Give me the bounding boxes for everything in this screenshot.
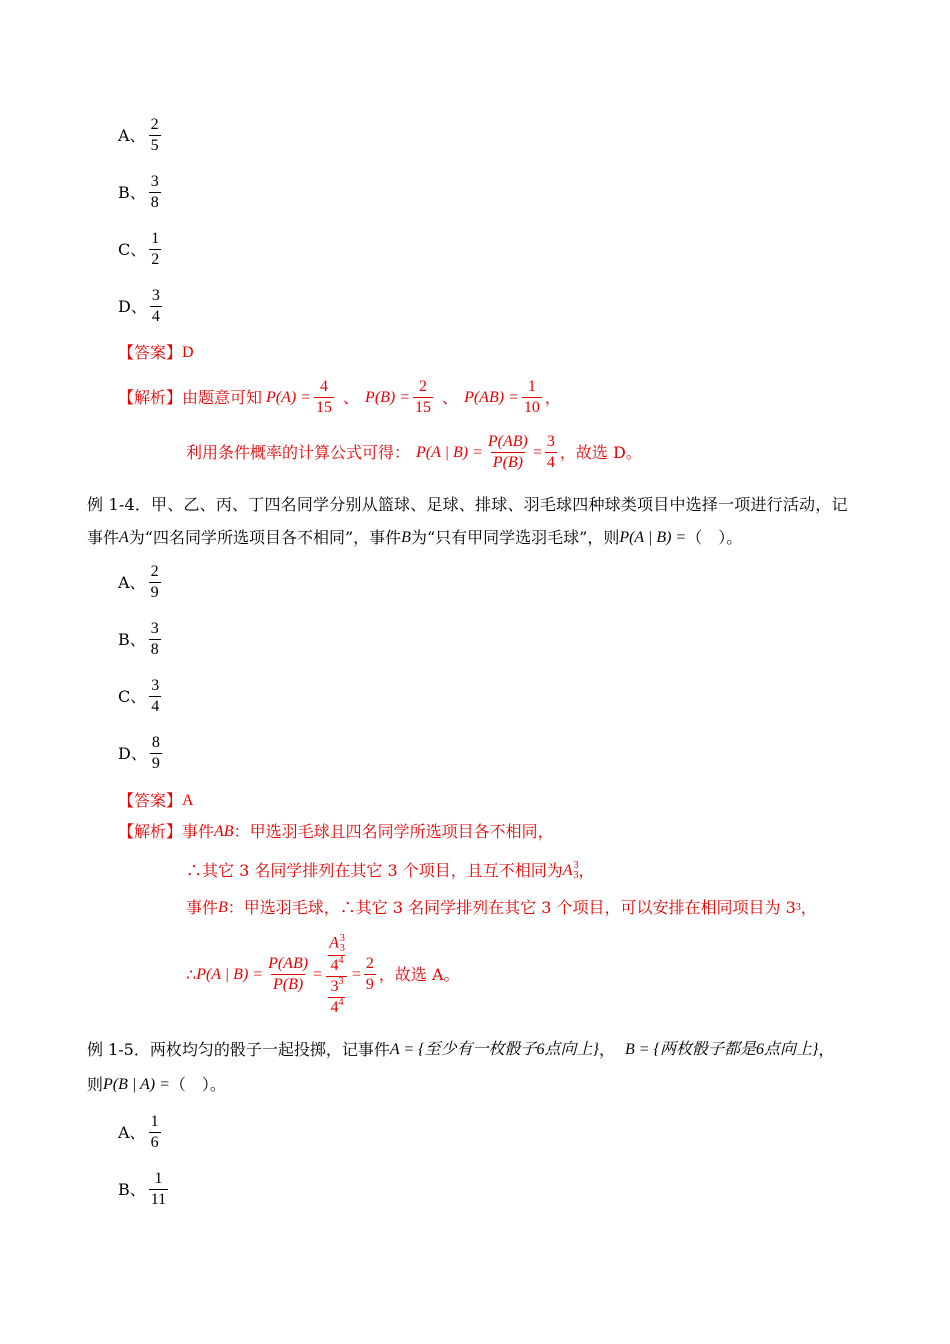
fraction-numerator: 1 (154, 1170, 163, 1187)
answer-tag: 【答案】 (118, 791, 183, 810)
superscript: 3 (339, 933, 345, 944)
fraction-denominator: 4 (546, 453, 555, 471)
conditional-expression: P(A | B) = (196, 966, 264, 984)
fraction-denominator: 10 (523, 398, 540, 416)
conditional-expression: P(A | B) = (416, 443, 483, 461)
option-fraction (150, 735, 162, 773)
ex14-option-a (118, 564, 164, 602)
fraction-numerator: 2 (150, 563, 159, 580)
answer-value: A (182, 792, 194, 809)
fraction-denominator: 11 (150, 1190, 167, 1208)
fraction-denominator: P(B) (272, 976, 304, 994)
conclusion: ，故选 D。 (559, 442, 642, 462)
option-label: B、 (118, 182, 146, 202)
text: 例 1-5．两枚均匀的骰子一起投掷，记事件 (87, 1040, 390, 1059)
complex-fraction (325, 934, 349, 1016)
conditional-fraction (486, 434, 530, 472)
fraction-numerator: 1 (527, 378, 536, 395)
fraction-denominator: 4 (151, 697, 160, 715)
option-fraction (150, 288, 162, 326)
fraction-numerator: 1 (150, 1113, 159, 1130)
fraction-numerator: 3 (151, 677, 160, 694)
fraction-numerator: P(AB) (487, 433, 528, 450)
example-1-4-line-2 (87, 524, 742, 552)
answer-value: D (182, 344, 194, 361)
superscript: 3 (573, 860, 579, 871)
analysis-tag: 【解析】 (118, 387, 183, 407)
option-label: D、 (118, 296, 147, 316)
example-1-5-line-1 (87, 1036, 834, 1064)
text: 事件 (186, 898, 219, 917)
text: ， (578, 861, 595, 880)
prev-option-c (118, 231, 164, 269)
pa-fraction (314, 379, 334, 417)
ex14-answer (118, 793, 194, 809)
fraction-numerator: 2 (150, 116, 159, 133)
fraction-numerator (328, 975, 345, 997)
question-expression: P(A | B) = (619, 529, 687, 546)
text: 事件 (182, 822, 215, 841)
formula-intro: 利用条件概率的计算公式可得： (186, 442, 411, 462)
fraction-numerator: P(AB) (268, 955, 309, 973)
event-b-var: B (218, 899, 228, 916)
event-b-var: B (401, 529, 411, 546)
text: ∴其它 3 名同学排列在其它 3 个项目，且互不相同为 (186, 861, 563, 880)
option-label: B、 (118, 629, 146, 649)
text: ：甲选羽毛球，∴其它 3 名同学排列在其它 3 个项目，可以安排在相同项目为 3 (227, 898, 796, 917)
complex-numerator (325, 934, 349, 976)
inner-fraction (327, 934, 347, 975)
fraction-denominator: 15 (316, 398, 333, 416)
option-fraction (149, 231, 161, 269)
conditional-fraction (266, 956, 310, 994)
text: 为“只有甲同学选羽毛球”，则 (410, 528, 620, 547)
option-fraction (149, 1171, 168, 1209)
question-expression: P(B | A) = (103, 1076, 170, 1093)
option-label: C、 (118, 686, 147, 706)
fraction-denominator (328, 997, 345, 1017)
fraction-denominator: 9 (365, 976, 374, 994)
ex15-option-a (118, 1114, 164, 1152)
therefore-symbol: ∴ (186, 965, 197, 985)
arrangement-symbol: A (562, 862, 573, 879)
option-label: C、 (118, 239, 147, 259)
separator: ， (818, 1040, 835, 1059)
answer-tag: 【答案】 (118, 343, 183, 362)
option-fraction (149, 678, 161, 716)
ex14-analysis-line-1 (118, 824, 554, 840)
prev-analysis-line-2 (186, 434, 642, 472)
ex14-analysis-line-4 (186, 934, 460, 1016)
prev-option-a (118, 117, 164, 155)
fraction-denominator: P(B) (492, 453, 523, 471)
example-1-5-line-2 (87, 1071, 226, 1099)
option-fraction (149, 621, 161, 659)
ex14-option-c (118, 678, 164, 716)
fraction-numerator: 3 (151, 287, 160, 304)
pab-fraction (522, 379, 542, 417)
fraction-numerator: 3 (150, 173, 159, 190)
conclusion: ，故选 A。 (378, 965, 460, 985)
set-b-definition: B = {两枚骰子都是6点向上} (624, 1041, 819, 1058)
prev-analysis-line-1 (118, 379, 561, 417)
arrangement-symbol: A (329, 934, 339, 952)
equals-sign: = (313, 966, 323, 984)
fraction-numerator: 2 (365, 955, 374, 973)
fraction-denominator: 15 (415, 398, 432, 416)
power-exponent: 4 (338, 955, 344, 966)
text: ， (800, 898, 817, 917)
fraction-numerator: 1 (151, 230, 160, 247)
text: 则 (87, 1075, 104, 1094)
option-label: D、 (118, 743, 147, 763)
power-exponent: 3 (338, 975, 344, 987)
fraction-numerator: 4 (320, 378, 329, 395)
option-label: A、 (118, 572, 146, 592)
option-label: A、 (118, 1122, 146, 1142)
power-base: 3 (330, 977, 339, 995)
equals-sign: = (351, 966, 361, 984)
option-label: A、 (118, 125, 146, 145)
option-fraction (149, 117, 161, 155)
fraction-denominator: 9 (151, 754, 160, 772)
arrangement-indices (340, 934, 345, 954)
pb-expression: P(B) = (365, 388, 411, 406)
subscript: 3 (339, 943, 345, 954)
text: ：甲选羽毛球且四名同学所选项目各不相同， (233, 822, 554, 841)
prev-option-b (118, 174, 164, 212)
option-fraction (149, 564, 161, 602)
pab-expression: P(AB) = (464, 388, 519, 406)
complex-denominator (326, 976, 347, 1017)
ex14-analysis-line-3: 事件 B ：甲选羽毛球，∴其它 3 名同学排列在其它 3 个项目，可以安排在相同项目为 3 3 ， (186, 898, 817, 917)
separator: 、 (442, 387, 459, 407)
fraction-denominator: 4 (151, 307, 160, 325)
ex14-option-d (118, 735, 165, 773)
pa-expression: P(A) = (266, 388, 312, 406)
fraction-numerator: 3 (150, 620, 159, 637)
fraction-denominator: 9 (150, 583, 159, 601)
prev-option-d (118, 288, 165, 326)
separator: 、 (343, 387, 360, 407)
prev-answer (118, 345, 194, 361)
subscript: 3 (573, 870, 579, 881)
comma: ， (544, 387, 561, 407)
fraction-denominator: 8 (150, 193, 159, 211)
blank-parens: （ ）。 (686, 528, 743, 547)
option-fraction (149, 174, 161, 212)
fraction-denominator: 5 (150, 136, 159, 154)
ex14-option-b (118, 621, 164, 659)
text: 为“四名同学所选项目各不相同”，事件 (128, 528, 402, 547)
separator: ， (598, 1040, 615, 1059)
option-label: B、 (118, 1179, 146, 1199)
ex14-analysis-line-2 (186, 861, 595, 881)
analysis-tag: 【解析】 (118, 822, 183, 841)
fraction-denominator: 2 (151, 250, 160, 268)
option-fraction (149, 1114, 161, 1152)
example-1-4-line-1: 例 1-4．甲、乙、丙、丁四名同学分别从篮球、足球、排球、羽毛球四种球类项目中选择一项进行活动，记 (87, 495, 848, 514)
power-base: 4 (330, 998, 339, 1016)
blank-parens: （ ）。 (169, 1075, 226, 1094)
equals-sign: = (532, 443, 542, 461)
power-base: 4 (330, 957, 339, 974)
fraction-denominator: 8 (150, 640, 159, 658)
event-a-var: A (119, 529, 129, 546)
fraction-numerator (327, 934, 347, 955)
set-a-definition: A = {至少有一枚骰子6点向上} (389, 1041, 599, 1058)
ex15-option-b (118, 1171, 171, 1209)
power-exponent: 4 (338, 996, 344, 1008)
fraction-numerator: 2 (419, 378, 428, 395)
event-ab-var: AB (214, 823, 234, 840)
pb-fraction (413, 379, 433, 417)
result-fraction (364, 956, 376, 994)
text: 事件 (87, 528, 120, 547)
fraction-denominator: 6 (150, 1133, 159, 1151)
analysis-intro: 由题意可知 (182, 387, 263, 407)
inner-fraction (328, 975, 345, 1017)
result-fraction (545, 434, 557, 472)
fraction-denominator (328, 955, 345, 975)
fraction-numerator: 8 (151, 734, 160, 751)
fraction-numerator: 3 (546, 433, 555, 450)
